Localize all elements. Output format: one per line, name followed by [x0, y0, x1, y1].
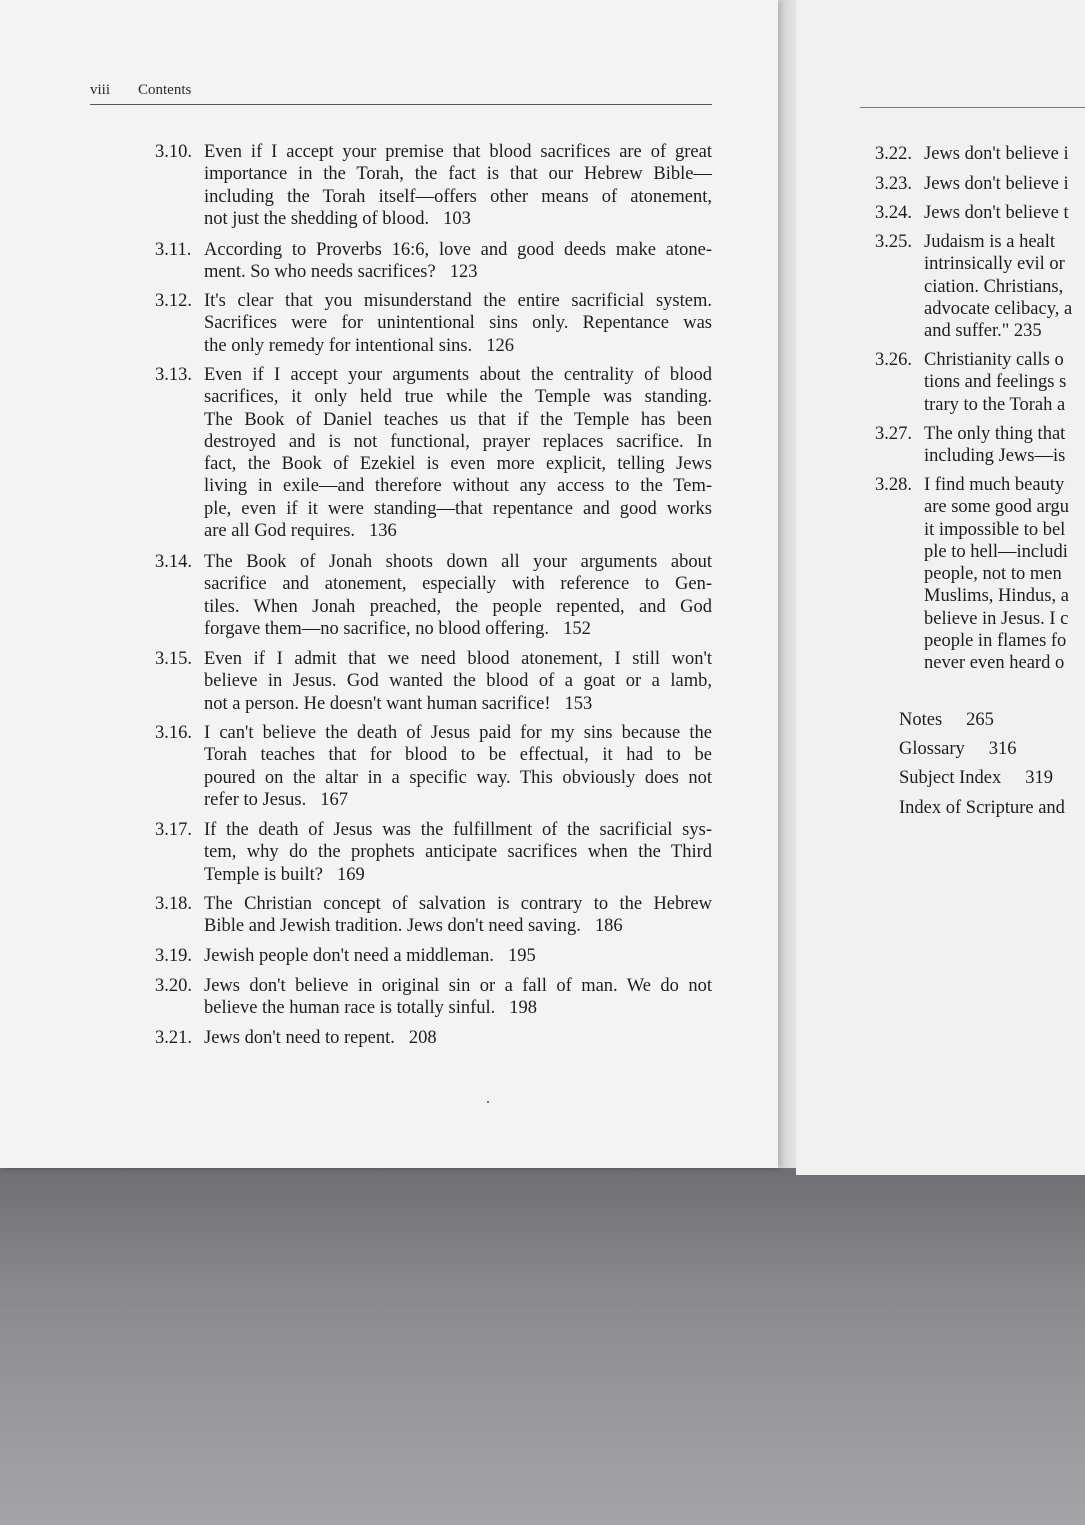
toc-entry-page-number: 123	[449, 262, 478, 283]
toc-entry-line: advocate celibacy, a	[924, 298, 1073, 319]
toc-entry-page-number: 126	[486, 335, 514, 356]
toc-entry-line: believe the human race is totally sinful. 198	[204, 998, 538, 1019]
toc-entry-line: Muslims, Hindus, a	[924, 586, 1069, 607]
back-matter-page-number: 316	[988, 739, 1017, 759]
toc-entry-line: ciation. Christians,	[924, 276, 1064, 297]
toc-entry-line: intrinsically evil or	[924, 254, 1065, 275]
toc-entry-line: sacrifices, it only held true while the Temple was standing.	[204, 387, 712, 408]
toc-entry-line: tiles. When Jonah preached, the people repented, and God	[204, 596, 712, 617]
toc-entry-text	[204, 648, 712, 715]
toc-entry-page-number: 195	[508, 946, 536, 966]
toc-entry-number: 3.28.	[875, 475, 912, 495]
toc-entry-line: Even if I accept your arguments about the centrality of blood	[204, 365, 712, 385]
toc-entry-text	[204, 1027, 712, 1049]
table-surface	[0, 1168, 1085, 1525]
toc-entry-text	[924, 231, 1085, 342]
toc-entry-line: Even if I accept your premise that blood sacrifices are of great	[204, 142, 712, 162]
toc-entry-line: Bible and Jewish tradition. Jews don't need saving. 186	[204, 916, 623, 937]
back-matter-item	[899, 739, 1017, 760]
toc-entry-page-number: 153	[564, 693, 593, 714]
toc-entry-number: 3.24.	[875, 203, 912, 223]
toc-entry-number: 3.17.	[155, 820, 192, 840]
toc-entry-line: refer to Jesus. 167	[204, 789, 348, 810]
toc-entry-page-number: 198	[509, 998, 538, 1019]
back-matter-item	[899, 798, 1065, 819]
toc-entry-line: are all God requires. 136	[204, 521, 397, 542]
toc-entry-page-number: 167	[320, 789, 348, 810]
toc-entry-text	[204, 945, 712, 967]
toc-entry-number: 3.10.	[155, 142, 192, 162]
toc-entry-text	[204, 364, 712, 542]
toc-entry-number: 3.16.	[155, 723, 192, 743]
page-folio: viii	[90, 82, 111, 98]
toc-entry-line: Judaism is a healt	[924, 232, 1056, 252]
toc-entry-line: the only remedy for intentional sins. 126	[204, 335, 514, 356]
toc-entry-text	[924, 202, 1085, 224]
toc-entry-line: It's clear that you misunderstand the entire sacrificial system.	[204, 291, 712, 311]
toc-entry-line: Even if I admit that we need blood atonement, I still won't	[204, 649, 712, 669]
toc-entry-line: I find much beauty	[924, 475, 1065, 495]
toc-entry-page-number: 152	[563, 618, 591, 639]
print-speck	[487, 1101, 489, 1103]
toc-entry-text	[924, 173, 1085, 195]
toc-entry-text	[204, 722, 712, 811]
toc-entry-line: it impossible to bel	[924, 519, 1066, 540]
toc-entry-line: trary to the Torah a	[924, 394, 1066, 415]
toc-entry-line: not just the shedding of blood. 103	[204, 208, 471, 229]
toc-entry-line: believe in Jesus. I c	[924, 608, 1069, 629]
toc-entry-line: Jews don't believe t	[924, 203, 1069, 223]
toc-entry-number: 3.13.	[155, 365, 192, 385]
back-matter-label: Glossary	[899, 739, 965, 759]
toc-entry-line: living in exile—and therefore without any access to the Tem-	[204, 476, 712, 497]
toc-entry-page-number: 136	[369, 521, 397, 542]
toc-entry-line: fact, the Book of Ezekiel is even more explicit, telling Jews	[204, 454, 712, 475]
toc-entry-text	[204, 290, 712, 357]
toc-entry-text	[924, 423, 1085, 468]
toc-entry-line: I can't believe the death of Jesus paid for my sins because the	[204, 723, 712, 743]
header-rule	[90, 104, 712, 105]
toc-entry-page-number: 186	[594, 916, 623, 937]
toc-entry-line: including Jews—is	[924, 446, 1066, 467]
toc-entry-number: 3.11.	[155, 240, 192, 260]
running-head	[90, 82, 712, 104]
toc-entry-line: ple, even if it were standing—that repentance and good works	[204, 498, 712, 519]
toc-entry-line: Jews don't believe i	[924, 174, 1069, 194]
toc-entry-line: The only thing that	[924, 424, 1066, 444]
toc-entry-line: forgave them—no sacrifice, no blood offering. 152	[204, 618, 591, 639]
toc-entry-line: The Book of Daniel teaches us that if the Temple has been	[204, 409, 712, 430]
toc-entry-number: 3.23.	[875, 174, 912, 194]
running-head-title: Contents	[138, 82, 192, 98]
toc-entry-line: tem, why do the prophets anticipate sacrifices when the Third	[204, 842, 712, 863]
toc-entry-line: ment. So who needs sacrifices? 123	[204, 262, 478, 283]
toc-entry-line: According to Proverbs 16:6, love and good deeds make atone-	[204, 240, 712, 260]
toc-entry-line: Jewish people don't need a middleman. 195	[204, 946, 536, 966]
toc-entry-line: The Book of Jonah shoots down all your arguments about	[204, 552, 712, 572]
toc-entry-number: 3.20.	[155, 976, 192, 996]
toc-entry-text	[204, 551, 712, 640]
toc-entry-number: 3.22.	[875, 144, 912, 164]
back-matter-label: Subject Index	[899, 768, 1002, 788]
back-matter-page-number: 265	[966, 710, 994, 730]
toc-entry-text	[924, 349, 1085, 416]
toc-entry-line: not a person. He doesn't want human sacrifice! 153	[204, 693, 593, 714]
toc-entry-number: 3.12.	[155, 291, 192, 311]
toc-entry-page-number: 169	[336, 864, 365, 885]
toc-entry-number: 3.25.	[875, 232, 912, 252]
back-matter-item	[899, 768, 1053, 789]
toc-entry-number: 3.15.	[155, 649, 192, 669]
toc-entry-line: Sacrifices were for unintentional sins only. Repentance was	[204, 313, 712, 334]
toc-entry-line: destroyed and is not functional, prayer replaces sacrifice. In	[204, 431, 712, 452]
toc-entry-number: 3.14.	[155, 552, 192, 572]
toc-entry-line: Jews don't believe in original sin or a fall of man. We do not	[204, 976, 712, 996]
toc-entry-line: The Christian concept of salvation is contrary to the Hebrew	[204, 894, 712, 914]
back-matter-page-number: 319	[1025, 768, 1053, 788]
toc-entry-line: poured on the altar in a specific way. This obviously does not	[204, 767, 712, 788]
toc-entry-line: Jews don't need to repent. 208	[204, 1028, 437, 1048]
back-matter-label: Notes	[899, 710, 943, 730]
toc-entry-line: sacrifice and atonement, especially with reference to Gen-	[204, 574, 712, 595]
toc-entry-text	[204, 239, 712, 284]
toc-entry-line: Temple is built? 169	[204, 864, 365, 885]
toc-entry-line: including the Torah itself—offers other means of atonement,	[204, 186, 712, 207]
header-rule-right	[860, 107, 1085, 108]
back-matter-item	[899, 710, 994, 731]
toc-entry-text	[924, 474, 1085, 675]
toc-entry-number: 3.18.	[155, 894, 192, 914]
toc-entry-text	[204, 141, 712, 230]
back-matter-label: Index of Scripture and	[899, 798, 1065, 818]
toc-entry-number: 3.27.	[875, 424, 912, 444]
toc-entry-text	[924, 143, 1085, 165]
toc-entry-line: If the death of Jesus was the fulfillment of the sacrificial sys-	[204, 820, 712, 840]
toc-entry-line: Jews don't believe i	[924, 144, 1069, 164]
right-page	[796, 0, 1085, 1175]
toc-entry-number: 3.21.	[155, 1028, 192, 1048]
toc-entry-number: 3.26.	[875, 350, 912, 370]
toc-entry-text	[204, 893, 712, 938]
toc-entry-line: tions and feelings s	[924, 372, 1067, 393]
toc-entry-line: never even heard o	[924, 653, 1065, 674]
toc-entry-line: believe in Jesus. God wanted the blood of a goat or a lamb,	[204, 671, 712, 692]
toc-entry-number: 3.19.	[155, 946, 192, 966]
toc-entry-page-number: 208	[408, 1028, 437, 1048]
toc-entry-text	[204, 975, 712, 1020]
toc-entry-line: importance in the Torah, the fact is that our Hebrew Bible—	[204, 164, 712, 185]
toc-entry-line: Torah teaches that for blood to be effectual, it had to be	[204, 745, 712, 766]
toc-entry-line: people in flames fo	[924, 631, 1067, 652]
toc-entry-page-number: 103	[443, 208, 471, 229]
toc-entry-line: ple to hell—includi	[924, 541, 1068, 562]
toc-entry-text	[204, 819, 712, 886]
toc-entry-line: are some good argu	[924, 497, 1070, 518]
toc-entry-line: people, not to men	[924, 564, 1062, 585]
toc-entry-line: Christianity calls o	[924, 350, 1064, 370]
toc-entry-line: and suffer." 235	[924, 321, 1042, 342]
